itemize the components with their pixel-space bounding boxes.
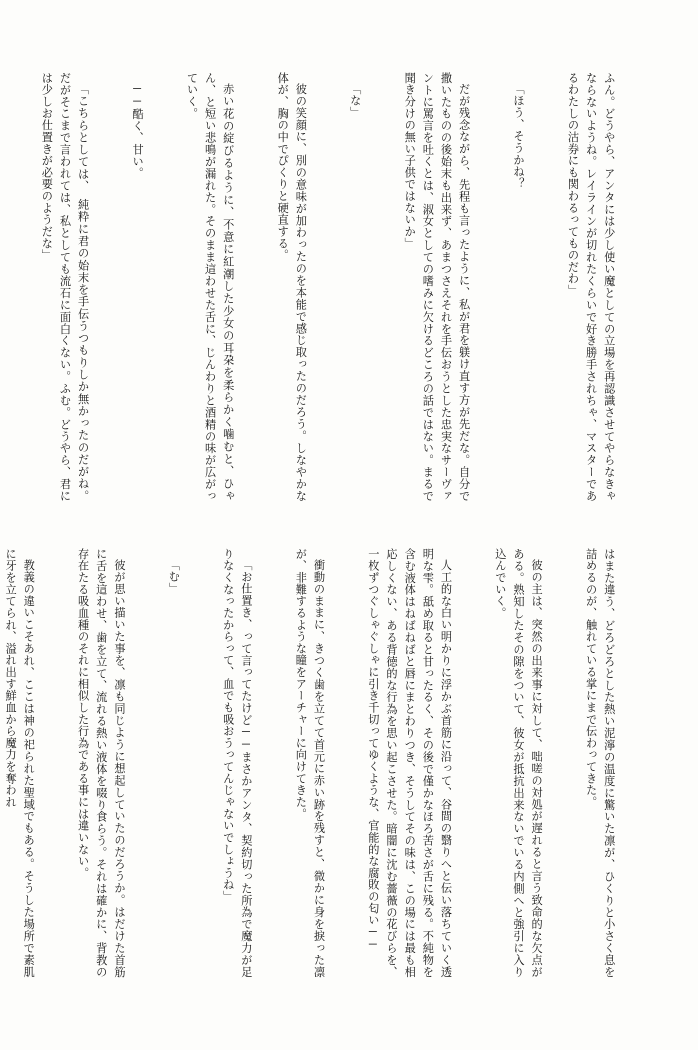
upper-text-section [40,72,654,502]
paragraph: 衝動のままに、きつく歯を立てて首元に赤い跡を残すと、微かに身を捩った凛が、非難するような瞳をアーチャーに向けてきた。 [294,548,325,978]
paragraph: 「こちらとしては、 純粋に君の始末を手伝うつもりしか無かったのだがね。だがそこまで言われては、私としても流石に面白くない。ふむ。どうやら、君には少しお仕置きが必要のようだな」 [40,72,89,502]
paragraph: 彼の笑顔に、別の意味が加わったのを本能で感じ取ったのだろう。しなやかな体が、胸の中でぴくりと硬直する。 [276,72,307,502]
paragraph: 「お仕置き、って言ってたけど──まさかアンタ、契約切った所為で魔力が足りなくなったからって、血でも吸おうってんじゃないでしょうね」 [221,548,252,978]
paragraph: 「ほう、そうかね？ [512,83,525,190]
paragraph: ふん。どうやら、アンタには少し使い魔としての立場を再認識させてやらなきゃならないようね。レイラインが切れたくらいで好き勝手されちゃ、マスターであるわたしの沽券にも関わるってものだわ」 [566,72,615,502]
paragraph: 赤い花の綻びるように、不意に紅潮した少女の耳朶を柔らかく噛むと、ひゃん、と短い悲鳴が漏れた。そのまま這わせた舌に、じんわりと酒精の味が広がっていく。 [185,72,234,502]
paragraph: 人工的な白い明かりに浮かぶ首筋に沿って、谷間の翳りへと伝い落ちていく透明な雫。舐め取ると甘ったるく、その後で僅かなほろ苦さが舌に残る。不純物を含む液体はねばねばと唇にまとわりつき、そうしてその味は、この場には最も相応しくない、ある背徳的な行為を思い起こさせた。暗闇に沈む薔薇の花びらを、一枚ずつぐしゃぐしゃに引き千切ってゆくような、官能的な腐敗の匂い── [366,548,452,978]
paragraph: 「な」 [348,83,361,119]
paragraph: だが残念ながら、先程も言ったように、私が君を躾け直す方が先だな。自分で撒いたものの後始末も出来ず、あまつさえそれを手伝おうとした忠実なサーヴァントに罵言を吐くとは、淑女としての嗜みに欠けるどころの話ではない。まるで聞き分けの無い子供ではないか」 [403,72,470,502]
paragraph: 「む」 [167,559,180,595]
lower-text-section [4,548,654,978]
paragraph: はまた違う、どろどろとした熱い泥濘の温度に驚いた凛が、ひくりと小さく息を詰めるのが、触れている掌にまで伝わってきた。 [584,548,615,978]
paragraph: 彼の主は、突然の出来事に対して、咄嗟の対処が遅れると言う致命的な欠点がある。熟知したその隙をついて、彼女が抵抗出来ないでいる内側へと強引に入り込んでいく。 [493,548,543,978]
section-divider [44,520,654,521]
paragraph: 教義の違いこそあれ、ここは神の祀られた聖域でもある。そうした場所で素肌に牙を立てられ、溢れ出す鮮血から魔力を奪われ [4,548,35,978]
paragraph: ──酷く、甘い。 [131,83,144,180]
paragraph: 彼が思い描いた事を、凛も同じように想起していたのだろうか。はだけた首筋に舌を這わせ、歯を立て、流れる熱い液体を啜り食らう。それは確かに、背教の存在たる吸血種のそれに相似した行為である事には違いない。 [76,548,125,978]
paragraph [0,72,1,502]
